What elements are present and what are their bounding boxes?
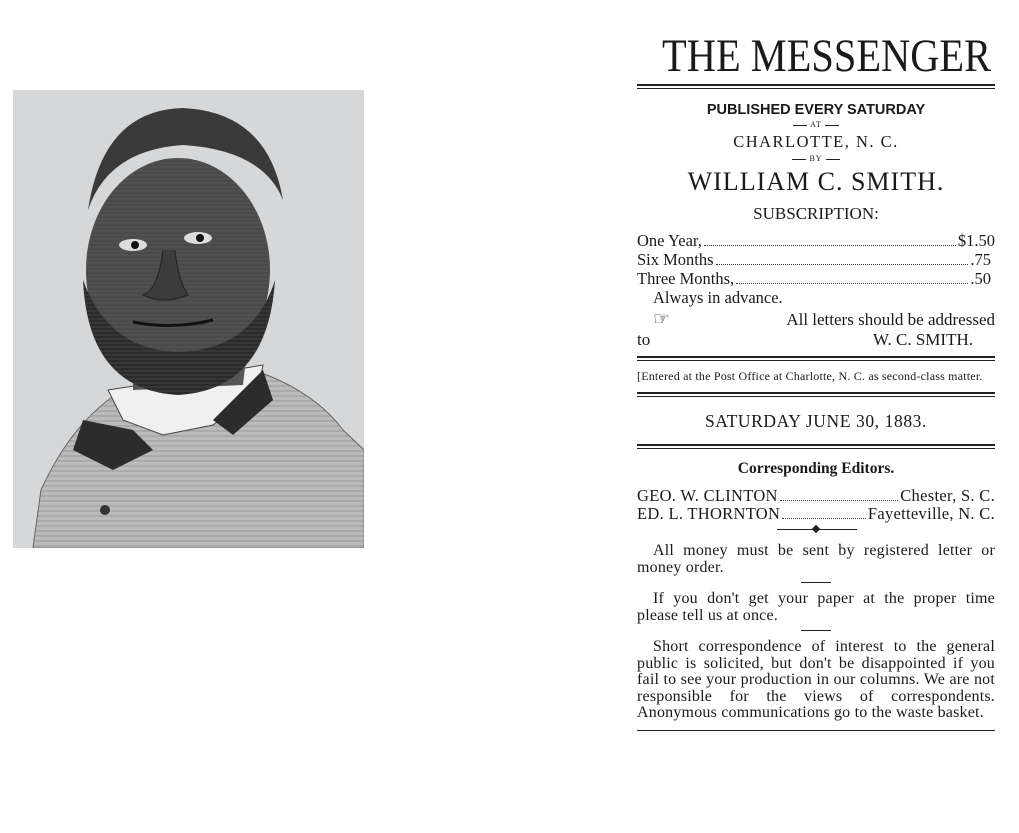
rule	[637, 444, 995, 449]
rate-row	[637, 231, 995, 250]
letters-to: to	[637, 330, 651, 349]
city-line: CHARLOTTE, N. C.	[733, 132, 899, 151]
entered-note: [Entered at the Post Office at Charlotte, N. C. as second-class matter.	[637, 369, 983, 383]
rates-list	[637, 231, 995, 288]
advance-note: Always in advance.	[653, 288, 783, 307]
rate-row	[637, 250, 995, 269]
portrait-icon	[13, 90, 364, 548]
title-rule	[637, 84, 995, 89]
by-label: BY	[809, 154, 823, 163]
rule	[637, 356, 995, 361]
short-rule	[801, 582, 831, 583]
ornament-separator	[637, 523, 995, 537]
letters-line: All letters should be addressed	[786, 310, 995, 329]
rate-label: One Year,	[637, 231, 702, 250]
rate-row	[637, 269, 995, 288]
published-line: PUBLISHED EVERY SATURDAY	[706, 102, 926, 118]
newspaper-title: THE MESSENGER	[662, 30, 992, 82]
rule	[637, 392, 995, 397]
issue-date: SATURDAY JUNE 30, 1883.	[704, 411, 928, 431]
rate-label: Six Months	[637, 250, 714, 269]
bottom-rule	[637, 730, 995, 731]
editor-place: Chester, S. C.	[900, 486, 995, 505]
corresponding-heading: Corresponding Editors.	[737, 460, 895, 477]
publisher-name: WILLIAM C. SMITH.	[687, 167, 945, 196]
by-separator	[637, 153, 995, 165]
notice-paragraph: Short correspondence of interest to the general public is solicited, but don't be disappointed if you fail to see your production in our columns. We are not responsible for the views of correspondents. Anonymous communications go to the waste basket.	[637, 638, 995, 721]
rate-label: Three Months,	[637, 269, 735, 288]
letters-name: W. C. SMITH.	[873, 330, 973, 349]
editor-name: GEO. W. CLINTON	[637, 486, 778, 505]
portrait-engraving	[13, 90, 364, 548]
subscription-heading: SUBSCRIPTION:	[753, 204, 879, 223]
editor-place: Fayetteville, N. C.	[867, 504, 995, 523]
editor-name: ED. L. THORNTON	[637, 504, 781, 523]
at-separator	[637, 119, 995, 131]
pointing-hand-icon: ☞	[653, 309, 671, 330]
editor-row	[637, 487, 995, 505]
at-label: AT	[810, 120, 822, 129]
notice-paragraph: All money must be sent by registered letter or money order.	[637, 542, 995, 576]
rate-price: .50	[970, 269, 991, 288]
letters-note	[637, 310, 995, 350]
masthead-column	[637, 28, 995, 731]
editor-row	[637, 505, 995, 523]
short-rule	[801, 630, 831, 631]
rate-price: .75	[970, 250, 991, 269]
rate-price: $1.50	[957, 231, 995, 250]
notice-paragraph: If you don't get your paper at the proper time please tell us at once.	[637, 590, 995, 624]
